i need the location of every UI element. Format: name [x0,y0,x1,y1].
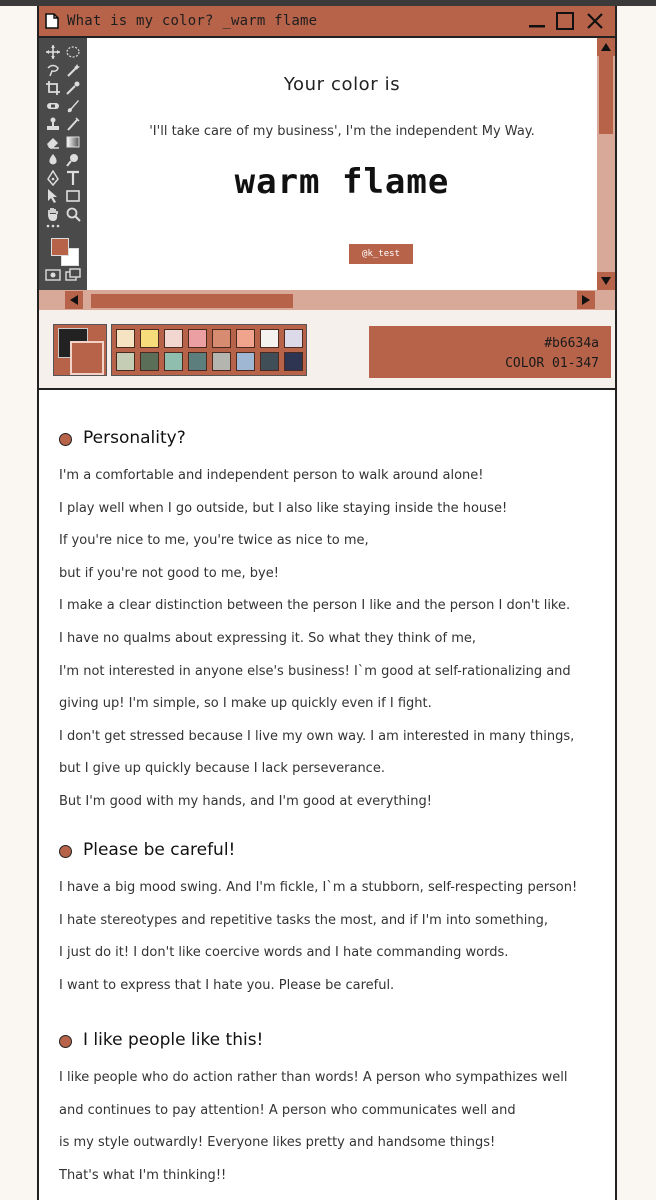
marquee-tool-icon[interactable] [65,44,81,60]
color-info-box [369,326,611,378]
gradient-icon[interactable] [65,134,81,150]
foreground-swatch-overlay [51,238,69,256]
current-color-swatch [53,324,107,376]
text-line: I want to express that I hate you. Please be careful. [59,977,395,993]
brush-tool-icon[interactable] [65,98,81,114]
bullet-icon [59,845,72,858]
text-line: I play well when I go outside, but I also like staying inside the house! [59,500,508,516]
stamp-tool-icon[interactable] [45,116,61,132]
hex-code: #b6634a [544,336,599,351]
palette-swatch[interactable] [188,352,207,371]
text-line: I'm a comfortable and independent person to walk around alone! [59,468,484,483]
eraser-icon[interactable] [45,134,61,150]
minimize-icon[interactable] [527,11,547,31]
title-bar [39,6,615,38]
scroll-right-icon[interactable] [577,291,595,309]
palette-grid [111,324,307,376]
palette-swatch[interactable] [236,329,255,348]
color-name: warm flame [234,162,450,202]
maximize-icon[interactable] [555,11,575,31]
section-title: Please be careful! [83,840,236,860]
text-line: and continues to pay attention! A person who communicates well and [59,1102,516,1118]
crop-tool-icon[interactable] [45,80,61,96]
healing-tool-icon[interactable] [45,98,61,114]
history-brush-icon[interactable] [65,116,81,132]
shape-tool-icon[interactable] [65,188,81,204]
screen-mode-icon[interactable] [65,268,81,284]
more-tools-icon[interactable] [45,222,61,238]
palette-row [39,310,615,390]
primary-color [70,341,104,375]
palette-swatch[interactable] [212,352,231,371]
scroll-down-icon[interactable] [597,272,615,290]
type-tool-icon[interactable] [65,170,81,186]
text-line: is my style outwardly! Everyone likes pretty and handsome things! [59,1135,496,1151]
palette-swatch[interactable] [116,329,135,348]
text-line: I have no qualms about expressing it. So what they think of me, [59,631,476,646]
scroll-up-icon[interactable] [597,38,615,56]
quick-mask-icon[interactable] [45,268,61,284]
app-window [37,6,617,1200]
palette-swatch[interactable] [260,329,279,348]
palette-swatch[interactable] [284,352,303,371]
eyedropper-icon[interactable] [65,80,81,96]
vertical-scroll-thumb[interactable] [599,56,613,134]
palette-swatch[interactable] [164,329,183,348]
lasso-tool-icon[interactable] [45,62,61,78]
scroll-left-icon[interactable] [65,291,83,309]
bullet-icon [59,1035,72,1048]
result-heading: Your color is [283,74,401,95]
document-icon [45,13,59,29]
bullet-icon [59,433,72,446]
palette-swatch[interactable] [284,329,303,348]
close-icon[interactable] [585,11,605,31]
text-line: That's what I'm thinking!! [59,1167,227,1183]
hand-tool-icon[interactable] [45,206,61,222]
section-title: Personality? [83,428,186,448]
palette-swatch[interactable] [188,329,207,348]
horizontal-scroll-thumb[interactable] [91,294,293,308]
palette-swatch[interactable] [164,352,183,371]
dodge-tool-icon[interactable] [65,152,81,168]
vertical-scrollbar[interactable] [597,38,615,290]
text-line: I hate stereotypes and repetitive tasks the most, and if I'm into something, [59,912,548,928]
palette-swatch[interactable] [140,352,159,371]
section-title: I like people like this! [83,1030,264,1050]
text-line: I make a clear distinction between the person I like and the person I don't like. [59,598,571,614]
horizontal-scrollbar[interactable] [39,290,615,310]
pen-tool-icon[interactable] [45,170,61,186]
text-line: If you're nice to me, you're twice as nice to me, [59,533,369,549]
text-line: I don't get stressed because I live my own way. I am interested in many things, [59,728,575,744]
palette-swatch[interactable] [236,352,255,371]
text-line: but I give up quickly because I lack perseverance. [59,761,385,777]
text-line: I just do it! I don't like coercive words and I hate commanding words. [59,945,509,961]
selection-arrow-icon[interactable] [45,188,61,204]
text-line: I'm not interested in anyone else's business! I`m good at self-rationalizing and [59,663,571,679]
tools-panel [39,38,87,290]
blur-tool-icon[interactable] [45,152,61,168]
magic-wand-icon[interactable] [65,62,81,78]
palette-swatch[interactable] [140,329,159,348]
text-line: but if you're not good to me, bye! [59,565,279,581]
text-line: I like people who do action rather than words! A person who sympathizes well [59,1070,568,1085]
zoom-icon[interactable] [65,206,81,222]
text-line: But I'm good with my hands, and I'm good at everything! [59,794,432,809]
text-line: giving up! I'm simple, so I make up quickly even if I fight. [59,696,432,712]
result-quote: 'I'll take care of my business', I'm the independent My Way. [149,124,535,139]
canvas-area [87,38,597,290]
window-title: What is my color? _warm flame [67,13,318,29]
color-code: COLOR 01-347 [505,356,599,371]
text-line: I have a big mood swing. And I'm fickle, I`m a stubborn, self-respecting person! [59,880,578,895]
palette-swatch[interactable] [116,352,135,371]
move-tool-icon[interactable] [45,44,61,60]
palette-swatch[interactable] [260,352,279,371]
author-tag: @k_test [349,244,413,264]
palette-swatch[interactable] [212,329,231,348]
